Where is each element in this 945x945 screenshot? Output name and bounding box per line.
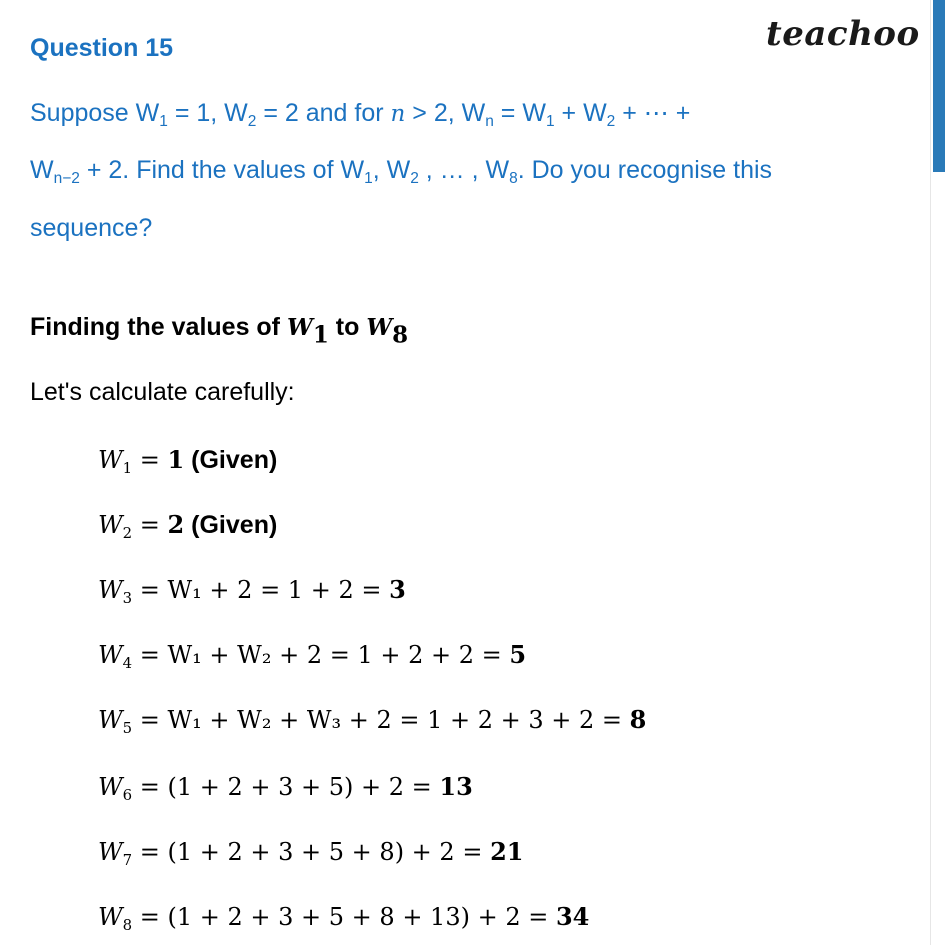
equation-w4: $W_4 = W_1 + W_2 + 2 = 1 + 2 + 2 = 5$: [98, 640, 527, 672]
question-line-2: $W_{n-2} + 2$. Find the values of $W_1$, $W_2$ , … , $W_8$. Do you recognise this: [30, 156, 773, 187]
equation-w7: $W_7 = (1 + 2 + 3 + 5 + 8) + 2 = 21$: [98, 837, 524, 869]
equation-w2: $W_2 = 2$ (Given): [98, 510, 278, 542]
teachoo-logo: teachoo: [766, 14, 920, 54]
question-line-3: sequence?: [30, 214, 153, 242]
equation-w3: $W_3 = W_1 + 2 = 1 + 2 = 3$: [98, 575, 406, 607]
equation-w5: $W_5 = W_1 + W_2 + W_3 + 2 = 1 + 2 + 3 + 2 = 8$: [98, 705, 647, 737]
scroll-thumb[interactable]: [933, 0, 945, 172]
question-line-1: Suppose $W_1 = 1$, $W_2 = 2$ and for n > 2, $W_n = W_1 + W_2$ + ⋯ +: [30, 99, 691, 130]
equation-w8: $W_8 = (1 + 2 + 3 + 5 + 8 + 13) + 2 = 34$: [98, 902, 590, 934]
equation-w1: $W_1 = 1$ (Given): [98, 445, 278, 477]
solution-intro: Let's calculate carefully:: [30, 378, 295, 406]
solution-heading: Finding the values of $W_1$ to $W_8$: [30, 313, 409, 349]
question-title: Question 15: [30, 34, 174, 62]
equation-w6: $W_6 = (1 + 2 + 3 + 5) + 2 = 13$: [98, 772, 473, 804]
scrollbar[interactable]: [930, 0, 945, 945]
